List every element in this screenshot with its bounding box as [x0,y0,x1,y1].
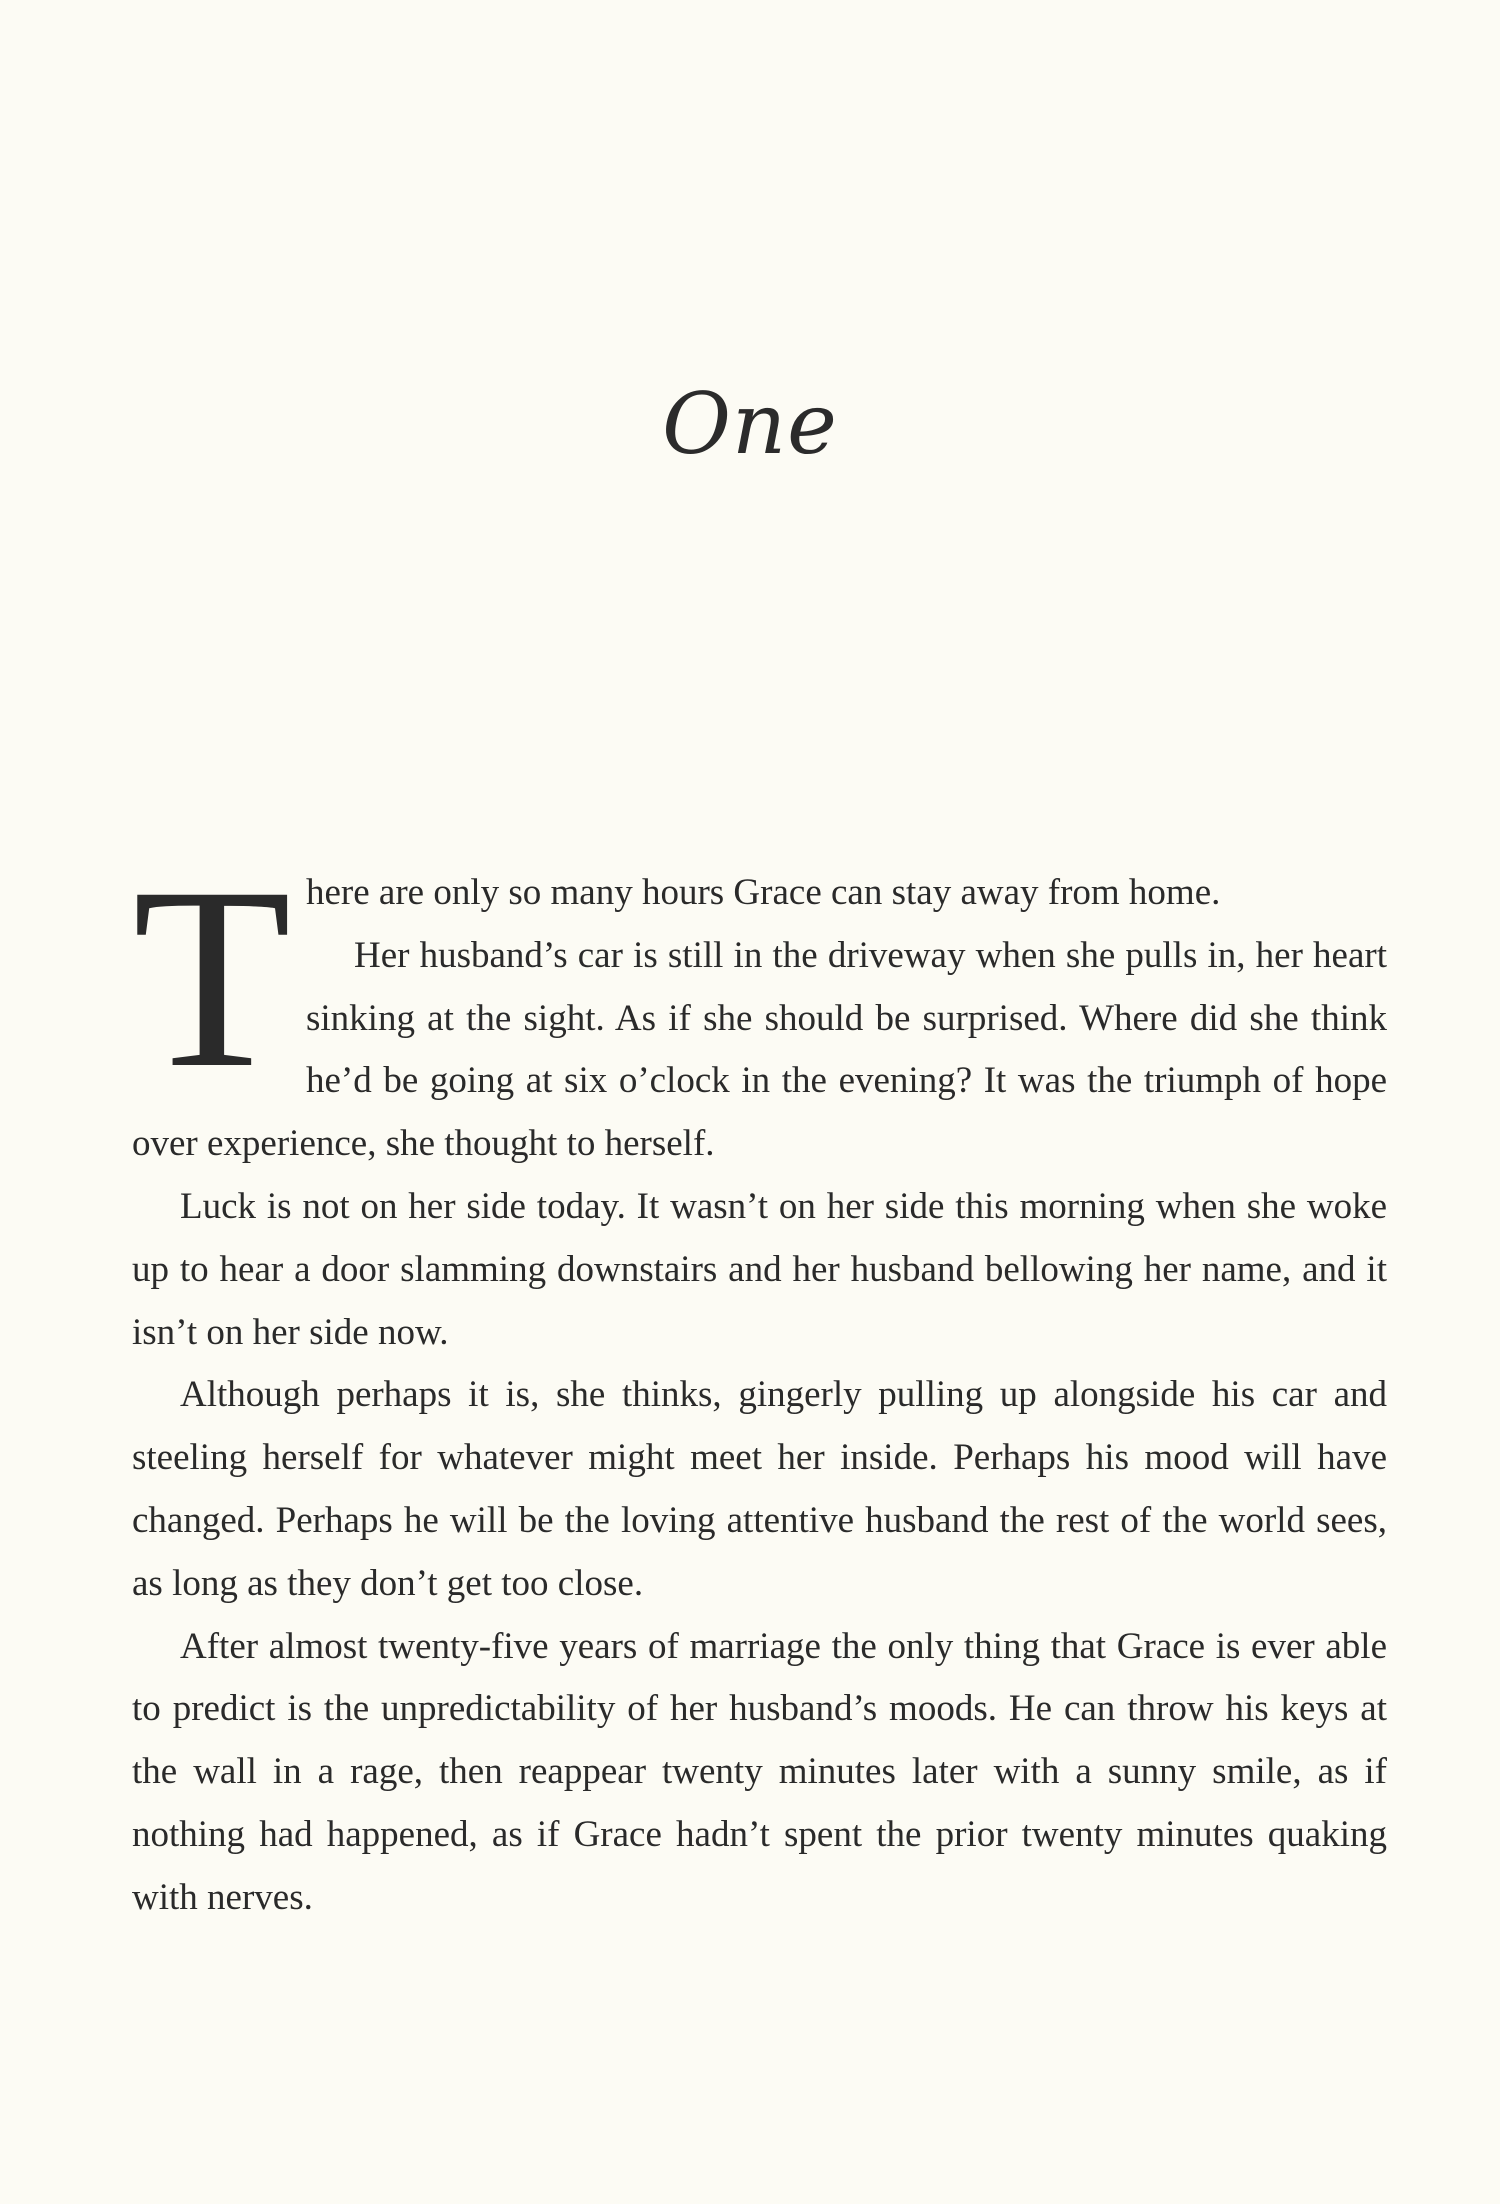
chapter-title: One [662,375,838,473]
drop-cap: T [132,834,292,1122]
paragraph-3: Luck is not on her side today. It wasn’t on her side this morning when she woke up to hear a door slamming downstairs and her husband bellowing her name, and it isn’t on her side now. [132,1185,1387,1353]
chapter-body [132,834,1387,1930]
paragraph-4: Although perhaps it is, she thinks, gingerly pulling up alongside his car and steeling herself for whatever might meet her inside. Perhaps his mood will have changed. Perhaps he will be the loving attentive husband the rest of the world sees, as long as they don’t get too close. [132,1374,1387,1604]
paragraph-5: After almost twenty-five years of marriage the only thing that Grace is ever able to predict is the unpredictability of her husband’s moods. He can throw his keys at the wall in a rage, then reappear twenty minutes later with a sunny smile, as if nothing had happened, as if Grace hadn’t spent the prior twenty minutes quaking with nerves. [132,1625,1387,1918]
paragraph-1-text: here are only so many hours Grace can stay away from home. [306,872,1221,913]
paragraph-2: Her husband’s car is still in the driveway when she pulls in, her heart sinking at the sight. As if she should be surprised. Where did she think he’d be going at six o’clock in the evening? It was the triumph of hope over experience, she thought to herself. [132,934,1387,1165]
